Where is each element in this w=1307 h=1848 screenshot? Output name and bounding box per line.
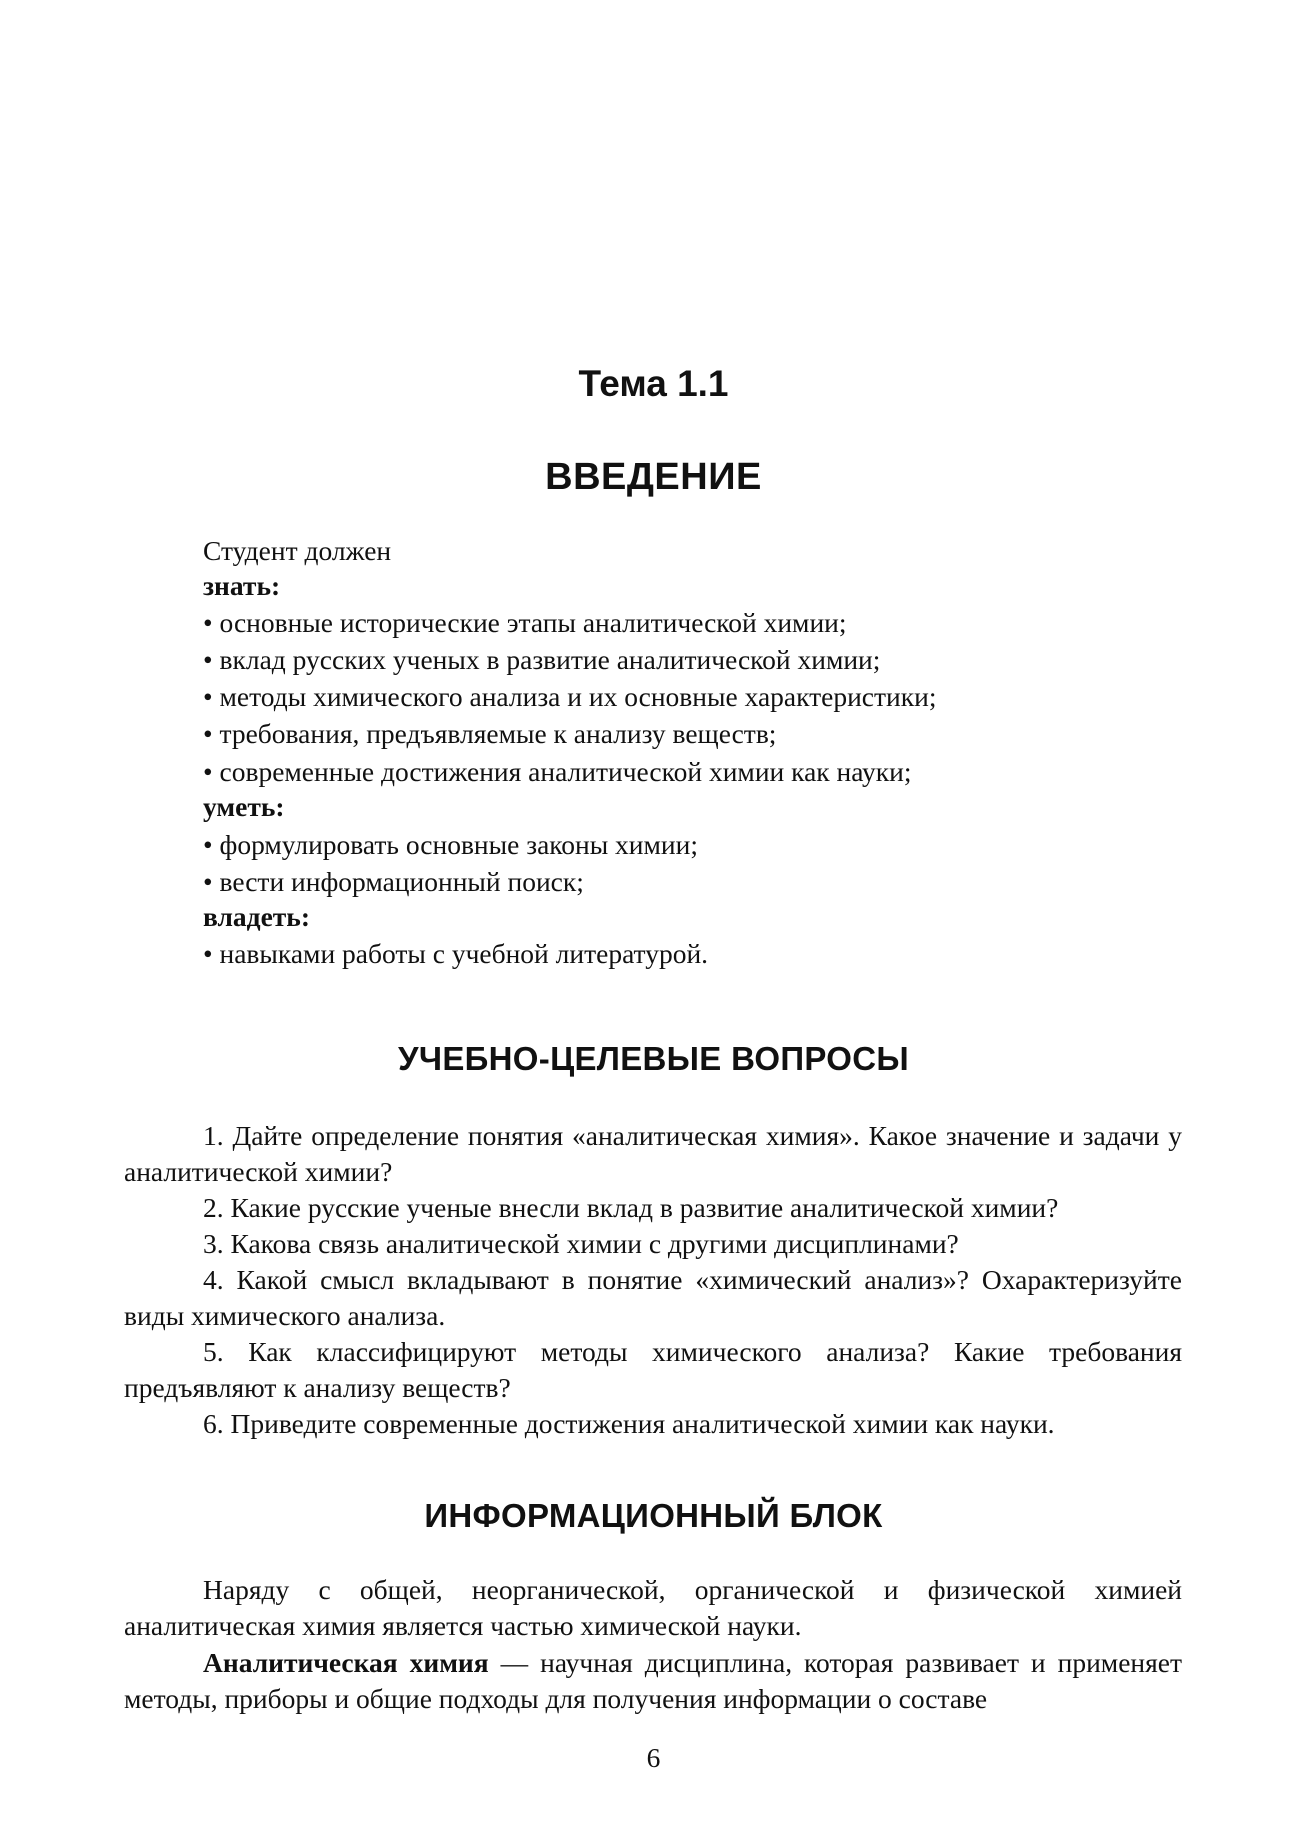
master-label: владеть: [203, 901, 310, 932]
know-item: • требования, предъявляемые к анализу веществ; [203, 718, 777, 749]
know-item: • вклад русских ученых в развитие аналитической химии; [203, 644, 881, 675]
able-label: уметь: [203, 791, 285, 822]
question-item: 3. Какова связь аналитической химии с другими дисциплинами? [203, 1228, 959, 1259]
question-item: 6. Приведите современные достижения аналитической химии как науки. [203, 1408, 1055, 1439]
topic-heading: Тема 1.1 [578, 363, 729, 404]
question-item: 1. Дайте определение понятия «аналитическая химия». Какое значение и задачи у аналитической химии? [124, 1120, 1182, 1187]
able-item: • вести информационный поиск; [203, 866, 584, 897]
know-item: • основные исторические этапы аналитической химии; [203, 607, 847, 638]
know-item: • методы химического анализа и их основные характеристики; [203, 681, 937, 712]
questions-title: УЧЕБНО-ЦЕЛЕВЫЕ ВОПРОСЫ [398, 1040, 909, 1077]
definition-text: — научная дисциплина, которая развивает и применяет методы, приборы и общие подходы для получения информации о составе [124, 1647, 1183, 1714]
know-item: • современные достижения аналитической химии как науки; [203, 756, 912, 787]
know-label: знать: [203, 570, 281, 601]
info-paragraph: Наряду с общей, неорганической, органической и физической химией аналитическая химия является частью химической науки. [124, 1574, 1182, 1641]
question-item: 4. Какой смысл вкладывают в понятие «химический анализ»? Охарактеризуйте виды химического анализа. [124, 1264, 1182, 1331]
master-item: • навыками работы с учебной литературой. [203, 938, 709, 969]
student-must-text: Студент должен [203, 535, 392, 566]
term-analytical-chemistry: Аналитическая химия [203, 1647, 489, 1678]
question-item: 5. Как классифицируют методы химического анализа? Какие требования предъявляют к анализу веществ? [124, 1336, 1182, 1403]
able-item: • формулировать основные законы химии; [203, 829, 698, 860]
info-paragraph [124, 1645, 1182, 1717]
question-item: 2. Какие русские ученые внесли вклад в развитие аналитической химии? [203, 1192, 1059, 1223]
introduction-title: ВВЕДЕНИЕ [545, 456, 762, 498]
page-number: 6 [646, 1742, 661, 1773]
info-block-title: ИНФОРМАЦИОННЫЙ БЛОК [424, 1497, 883, 1534]
